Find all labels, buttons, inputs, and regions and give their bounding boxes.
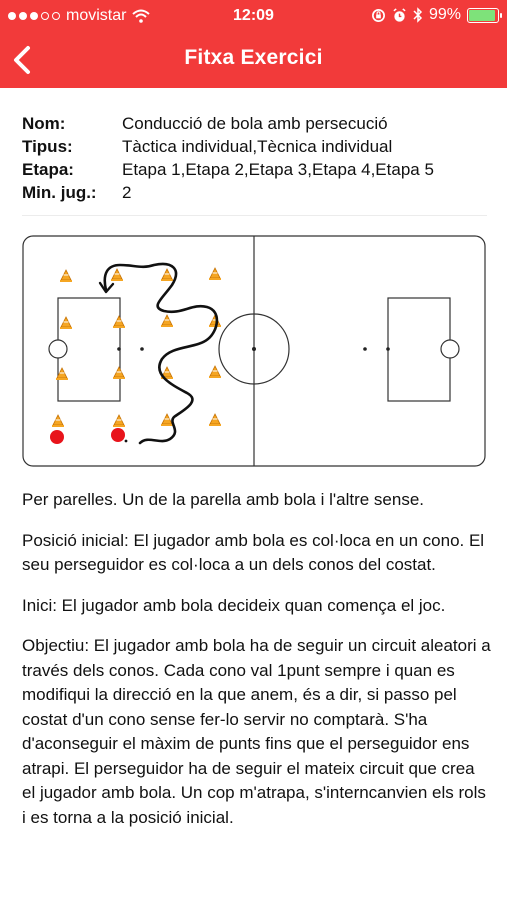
rotation-lock-icon: [371, 8, 386, 23]
right-second-spot: [363, 347, 367, 351]
description-paragraph: Inici: El jugador amb bola decideix quan comença el joc.: [22, 595, 446, 615]
info-row-min-players: [22, 181, 487, 204]
player-marker: [111, 428, 125, 442]
battery-icon: [467, 8, 499, 23]
player-marker: [50, 430, 64, 444]
info-label: Tipus:: [22, 137, 73, 156]
bluetooth-icon: [413, 7, 423, 23]
exercise-description: [22, 488, 492, 846]
divider: [22, 215, 487, 216]
right-penalty-spot: [386, 347, 390, 351]
status-icons: [371, 6, 499, 24]
description-paragraph: Posició inicial: El jugador amb bola es col·loca en un cono. El seu perseguidor es col·loca a un dels conos del costat.: [22, 530, 485, 574]
field-diagram-svg: [22, 235, 486, 467]
info-value: Tàctica individual,Tècnica individual: [122, 137, 393, 156]
center-spot: [252, 347, 256, 351]
info-value: 2: [122, 183, 132, 202]
description-paragraph: Per parelles. Un de la parella amb bola i l'altre sense.: [22, 490, 425, 509]
info-value: Etapa 1,Etapa 2,Etapa 3,Etapa 4,Etapa 5: [122, 160, 434, 179]
info-value: Conducció de bola amb persecució: [122, 114, 388, 133]
exercise-diagram: [22, 235, 486, 467]
page-title: Fitxa Exercici: [184, 46, 323, 69]
info-row-name: [22, 112, 487, 135]
info-row-stage: [22, 158, 487, 181]
carrier-name: movistar: [66, 7, 127, 24]
description-paragraph: Objectiu: El jugador amb bola ha de seguir un circuit aleatori a través dels conos. Cada cono val 1punt sempre i quan es modifiqui la direcció en la que anem, és a dir, si passo pel costat d'un cono sense fer-lo servir no comptarà. S'ha d'aconseguir el màxim de punts fins que el perseguidor ens atrapi. El perseguidor ha de seguir el mateix circuit que crea el jugador amb bola. Un cop m'atrapa, s'interncanvien els rols i es torna a la posició inicial.: [22, 636, 491, 827]
info-label: Min. jug.:: [22, 183, 97, 202]
alarm-icon: [392, 8, 407, 23]
exercise-info: [22, 112, 487, 204]
info-row-type: [22, 135, 487, 158]
left-penalty-spot: [117, 347, 121, 351]
status-bar: [0, 0, 507, 32]
right-goal: [441, 340, 459, 358]
info-label: Etapa:: [22, 160, 74, 179]
left-second-spot: [140, 347, 144, 351]
clock: 12:09: [233, 7, 274, 24]
ball-dot: [125, 440, 128, 443]
info-label: Nom:: [22, 114, 66, 133]
navigation-bar: [0, 32, 507, 88]
battery-percentage: 99%: [428, 6, 461, 23]
left-goal: [49, 340, 67, 358]
